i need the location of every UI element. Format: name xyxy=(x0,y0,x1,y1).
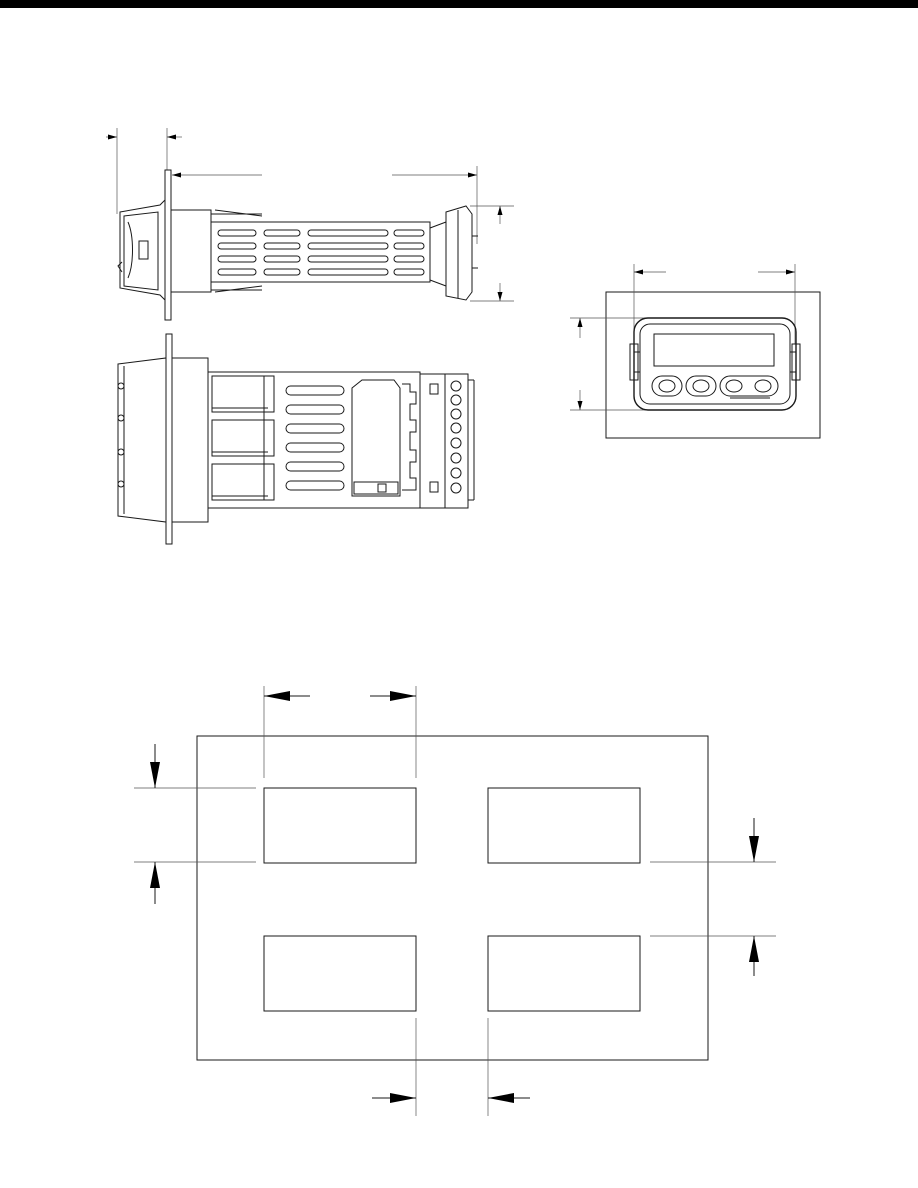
dim-vertical-gap xyxy=(650,818,776,976)
cutout-top-right xyxy=(488,788,640,863)
cutout-bottom-left xyxy=(264,936,416,1011)
vent-slots-top xyxy=(218,230,424,275)
dim-cutout-height xyxy=(134,744,256,904)
side-view-bottom xyxy=(118,334,474,544)
dim-horizontal-gap xyxy=(372,1018,530,1116)
front-buttons xyxy=(652,376,778,398)
cutout-top-left xyxy=(264,788,416,863)
panel-cutout-layout xyxy=(134,686,776,1116)
side-view-top xyxy=(106,128,514,320)
vent-slots-bottom xyxy=(286,386,344,490)
ribs xyxy=(212,376,274,500)
front-view xyxy=(570,264,820,438)
cutout-bottom-right xyxy=(488,936,640,1011)
dim-rear-height xyxy=(470,206,514,301)
dim-cutout-width xyxy=(264,686,416,778)
terminal-screws xyxy=(451,381,461,493)
